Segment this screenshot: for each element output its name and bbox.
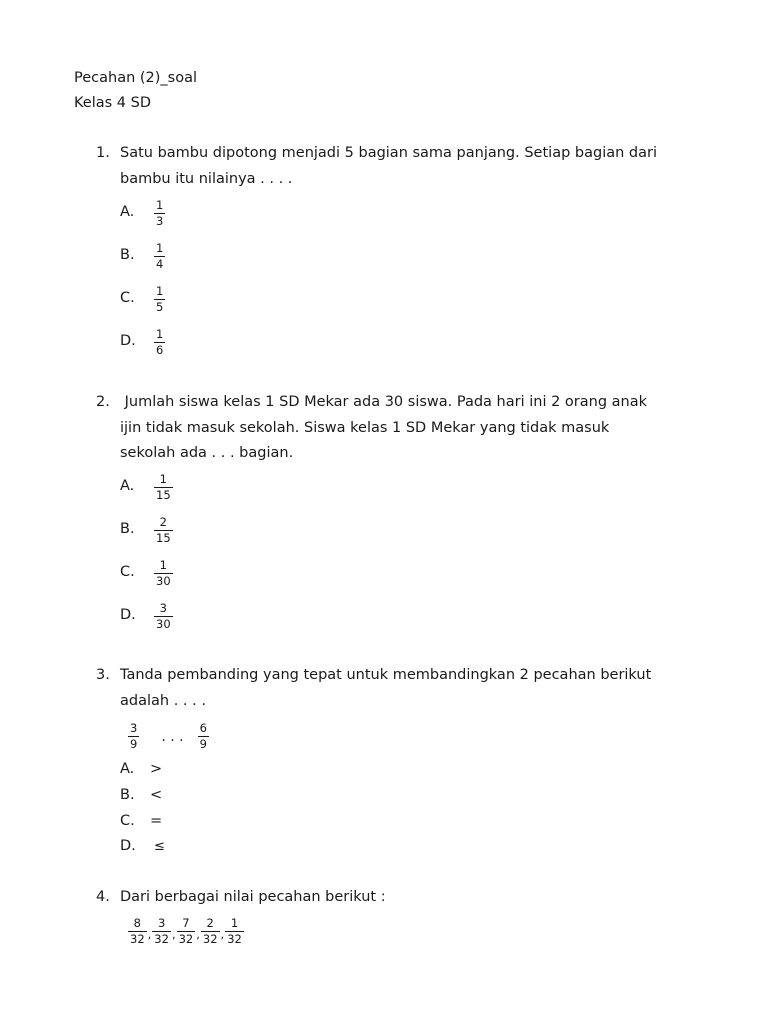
denominator: 30: [156, 573, 171, 588]
option-letter: C.: [120, 564, 135, 581]
numerator: 8: [133, 915, 141, 930]
numerator: 1: [156, 240, 164, 255]
option-letter: B.: [120, 247, 135, 264]
document-title: Pecahan (2)_soal: [74, 70, 198, 86]
fraction: [152, 917, 171, 946]
fraction: [154, 516, 173, 545]
fraction: [177, 917, 196, 946]
question-number: 1.: [96, 145, 110, 161]
option-letter: A.: [120, 478, 135, 495]
denominator: 32: [202, 931, 218, 946]
numerator: 7: [182, 915, 190, 930]
numerator: 1: [156, 283, 164, 298]
denominator: 5: [156, 299, 164, 314]
question-line: Tanda pembanding yang tepat untuk membandingkan 2 pecahan berikut: [120, 667, 652, 683]
question-number: 3.: [96, 667, 110, 683]
fraction-list: [128, 911, 244, 951]
denominator: 30: [156, 616, 171, 631]
option-b: [120, 783, 162, 808]
question-text: [120, 390, 710, 467]
fraction: [201, 917, 220, 946]
option-letter: A.: [120, 760, 135, 777]
option-a: [120, 193, 165, 233]
numerator: 1: [230, 915, 239, 930]
option-letter: C.: [120, 290, 135, 307]
option-letter: C.: [120, 812, 135, 829]
denominator: 32: [178, 931, 194, 946]
fraction: [154, 559, 173, 588]
denominator: 9: [130, 736, 138, 751]
option-c: [120, 279, 165, 319]
option-letter: D.: [120, 837, 136, 854]
comparison-dots: . . .: [161, 729, 184, 746]
numerator: 3: [157, 915, 166, 930]
question-text: [120, 663, 710, 714]
denominator: 3: [156, 213, 164, 228]
numerator: 1: [159, 557, 167, 572]
denominator: 32: [154, 931, 169, 946]
option-symbol: <: [150, 786, 163, 803]
option-b: [120, 510, 173, 550]
option-symbol: >: [150, 760, 163, 777]
numerator: 3: [159, 600, 167, 615]
comparison-expression: [128, 716, 209, 756]
option-a: [120, 757, 162, 782]
fraction-separator: ,: [171, 926, 176, 941]
option-d: [120, 322, 165, 362]
question-line: Satu bambu dipotong menjadi 5 bagian sama panjang. Setiap bagian dari: [120, 145, 657, 161]
denominator: 9: [199, 736, 207, 751]
document-subtitle: Kelas 4 SD: [74, 95, 151, 111]
numerator: 2: [206, 915, 214, 930]
numerator: 1: [159, 471, 167, 486]
numerator: 2: [159, 514, 167, 529]
denominator: 4: [156, 256, 164, 271]
option-c: [120, 553, 173, 593]
option-d: [120, 834, 165, 859]
option-letter: B.: [120, 786, 135, 803]
option-letter: A.: [120, 204, 135, 221]
fraction-separator: ,: [220, 926, 225, 941]
fraction: [154, 473, 173, 502]
option-a: [120, 467, 173, 507]
option-c: [120, 809, 162, 834]
fraction: [225, 917, 244, 946]
denominator: 6: [156, 342, 164, 357]
fraction: [154, 328, 165, 357]
option-letter: D.: [120, 333, 136, 350]
question-text: [120, 885, 710, 911]
question-line: adalah . . . .: [120, 692, 206, 709]
fraction: [154, 199, 165, 228]
question-text: [120, 141, 710, 192]
fraction-separator: ,: [147, 926, 152, 941]
fraction: [128, 917, 147, 946]
fraction-right: [198, 722, 209, 751]
option-b: [120, 236, 165, 276]
denominator: 32: [130, 931, 145, 946]
option-d: [120, 596, 173, 636]
fraction-left: [128, 722, 139, 751]
denominator: 15: [156, 487, 171, 502]
fraction-separator: ,: [196, 926, 200, 941]
document-header: [74, 66, 197, 116]
denominator: 32: [227, 931, 242, 946]
numerator: 1: [156, 326, 164, 341]
numerator: 1: [156, 197, 164, 212]
question-line: Dari berbagai nilai pecahan berikut :: [120, 889, 386, 905]
question-number: 4.: [96, 889, 110, 905]
option-symbol: ≤: [154, 838, 165, 854]
denominator: 15: [156, 530, 171, 545]
option-symbol: =: [150, 812, 163, 829]
question-number: 2.: [96, 394, 110, 410]
option-letter: B.: [120, 521, 135, 538]
fraction: [154, 602, 173, 631]
question-line: sekolah ada . . . bagian.: [120, 445, 294, 461]
question-line: ijin tidak masuk sekolah. Siswa kelas 1 SD Mekar yang tidak masuk: [120, 419, 610, 436]
option-letter: D.: [120, 607, 136, 624]
numerator: 6: [199, 720, 207, 735]
numerator: 3: [130, 720, 138, 735]
question-line: bambu itu nilainya . . . .: [120, 170, 293, 187]
fraction: [154, 242, 165, 271]
question-line: Jumlah siswa kelas 1 SD Mekar ada 30 siswa. Pada hari ini 2 orang anak: [120, 394, 647, 410]
fraction: [154, 285, 165, 314]
